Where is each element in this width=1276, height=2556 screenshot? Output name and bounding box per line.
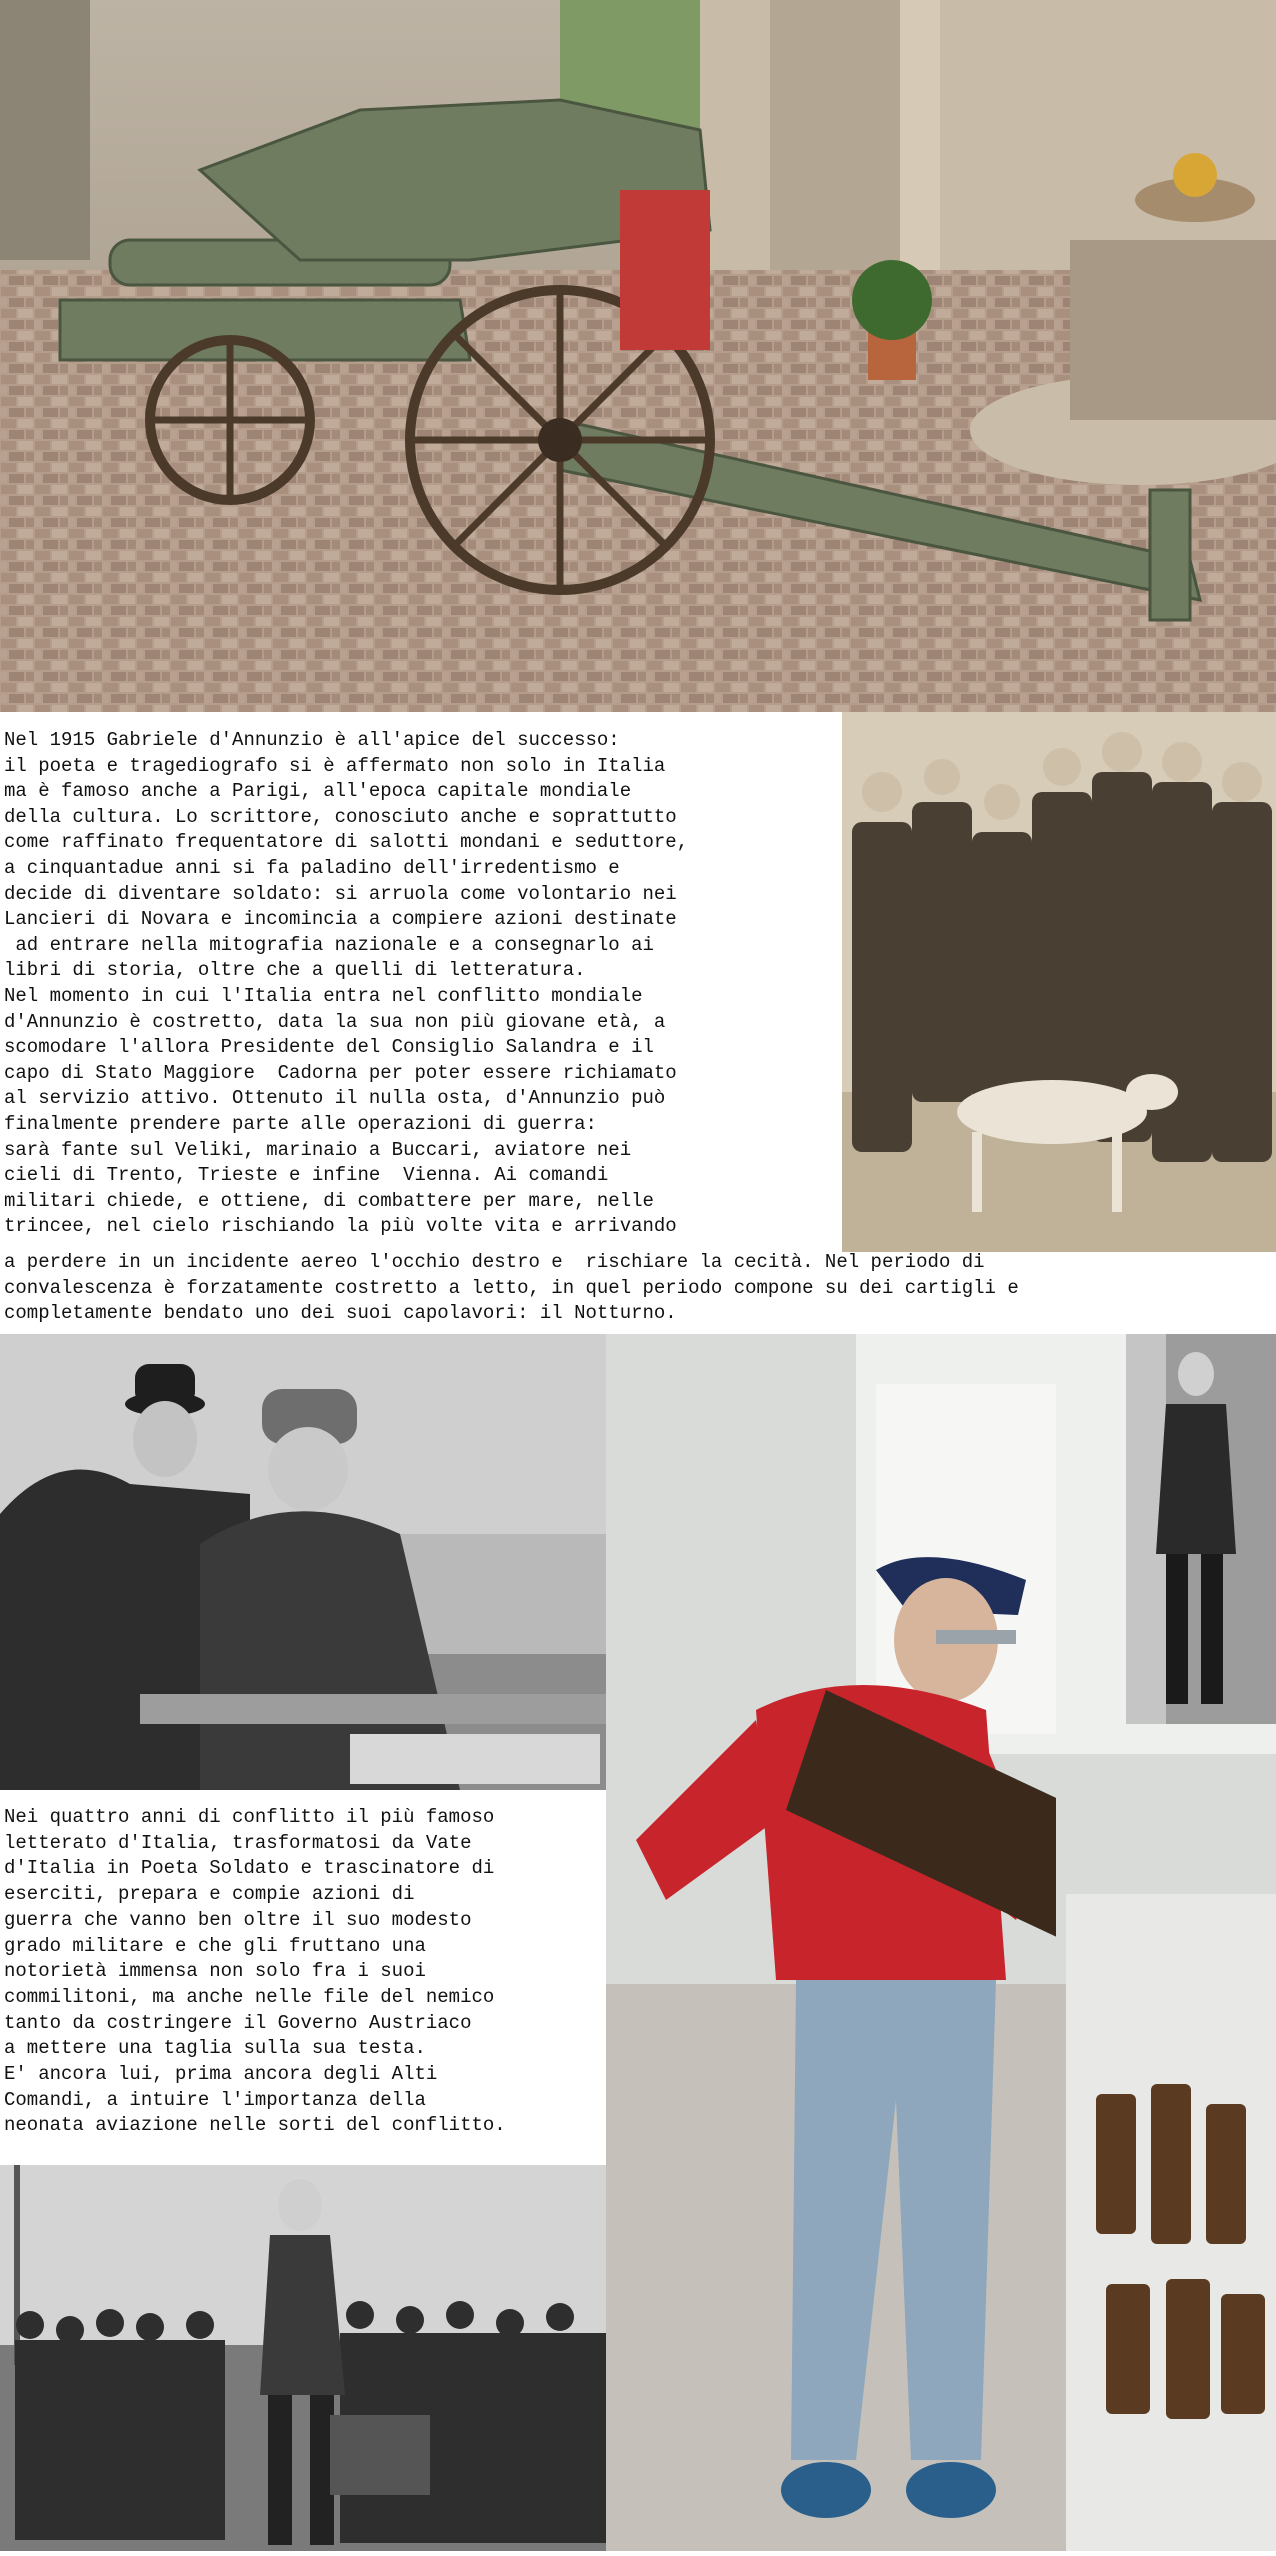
text-line: a perdere in un incidente aereo l'occhio destro e rischiare la cecità. Nel periodo di bbox=[4, 1251, 985, 1273]
text-line: Nel momento in cui l'Italia entra nel conflitto mondiale bbox=[4, 984, 643, 1007]
text-line: guerra che vanno ben oltre il suo modesto bbox=[4, 1908, 472, 1931]
intro-text bbox=[4, 728, 844, 1240]
text-line: ad entrare nella mitografia nazionale e a consegnarlo ai bbox=[4, 933, 654, 956]
text-line: della cultura. Lo scrittore, conosciuto anche e soprattutto bbox=[4, 805, 677, 828]
text-line: sarà fante sul Veliki, marinaio a Buccari, aviatore nei bbox=[4, 1138, 632, 1161]
photo-officer-standing bbox=[1126, 1334, 1276, 1724]
text-line: a mettere una taglia sulla sua testa. bbox=[4, 2037, 426, 2060]
photo-cannon bbox=[0, 0, 1276, 712]
text-line: finalmente prendere parte alle operazioni di guerra: bbox=[4, 1112, 597, 1135]
text-line: il poeta e tragediografo si è affermato non solo in Italia bbox=[4, 754, 666, 777]
text-line: libri di storia, oltre che a quelli di letteratura. bbox=[4, 959, 586, 982]
text-line: convalescenza è forzatamente costretto a letto, in quel periodo compone su dei cartigli e bbox=[4, 1276, 1019, 1299]
text-line: Nei quattro anni di conflitto il più famoso bbox=[4, 1806, 495, 1828]
text-line: commilitoni, ma anche nelle file del nemico bbox=[4, 1985, 495, 2008]
text-line: E' ancora lui, prima ancora degli Alti bbox=[4, 2063, 438, 2086]
text-line: notorietà immensa non solo fra i suoi bbox=[4, 1960, 426, 1983]
photo-officer-addressing-troops bbox=[0, 2165, 606, 2551]
text-line: eserciti, prepara e compie azioni di bbox=[4, 1883, 415, 1906]
text-line: tanto da costringere il Governo Austriaco bbox=[4, 2011, 472, 2034]
text-line: militari chiede, e ottiene, di combattere per mare, nelle bbox=[4, 1189, 654, 1212]
text-line: al servizio attivo. Ottenuto il nulla osta, d'Annunzio può bbox=[4, 1087, 666, 1110]
intro-text-continued bbox=[4, 1250, 1274, 1327]
man-in-red-hoodie bbox=[606, 1540, 1056, 2551]
text-line: scomodare l'allora Presidente del Consiglio Salandra e il bbox=[4, 1036, 654, 1059]
text-line: capo di Stato Maggiore Cadorna per poter essere richiamato bbox=[4, 1061, 677, 1084]
photo-two-men-bench bbox=[0, 1334, 606, 1790]
text-line: a cinquantadue anni si fa paladino dell'irredentismo e bbox=[4, 856, 620, 879]
text-line: Nel 1915 Gabriele d'Annunzio è all'apice del successo: bbox=[4, 729, 620, 751]
text-line: decide di diventare soldato: si arruola come volontario nei bbox=[4, 882, 677, 905]
text-line: d'Annunzio è costretto, data la sua non più giovane età, a bbox=[4, 1010, 666, 1033]
text-line: letterato d'Italia, trasformatosi da Vate bbox=[4, 1831, 472, 1854]
text-line: Comandi, a intuire l'importanza della bbox=[4, 2088, 426, 2111]
text-line: grado militare e che gli fruttano una bbox=[4, 1934, 426, 1957]
cannon-scene bbox=[0, 0, 1276, 712]
text-line: neonata aviazione nelle sorti del conflitto. bbox=[4, 2114, 506, 2137]
war-text bbox=[4, 1805, 604, 2139]
text-line: d'Italia in Poeta Soldato e trascinatore di bbox=[4, 1857, 495, 1880]
text-line: completamente bendato uno dei suoi capolavori: il Notturno. bbox=[4, 1302, 677, 1325]
text-line: come raffinato frequentatore di salotti mondani e seduttore, bbox=[4, 831, 689, 854]
text-line: ma è famoso anche a Parigi, all'epoca capitale mondiale bbox=[4, 780, 632, 803]
photo-soldiers-with-dog bbox=[842, 712, 1276, 1252]
text-line: cieli di Trento, Trieste e infine Vienna. Ai comandi bbox=[4, 1164, 609, 1187]
text-line: trincee, nel cielo rischiando la più volte vita e arrivando bbox=[4, 1215, 677, 1238]
text-line: Lancieri di Novara e incomincia a compiere azioni destinate bbox=[4, 908, 677, 931]
